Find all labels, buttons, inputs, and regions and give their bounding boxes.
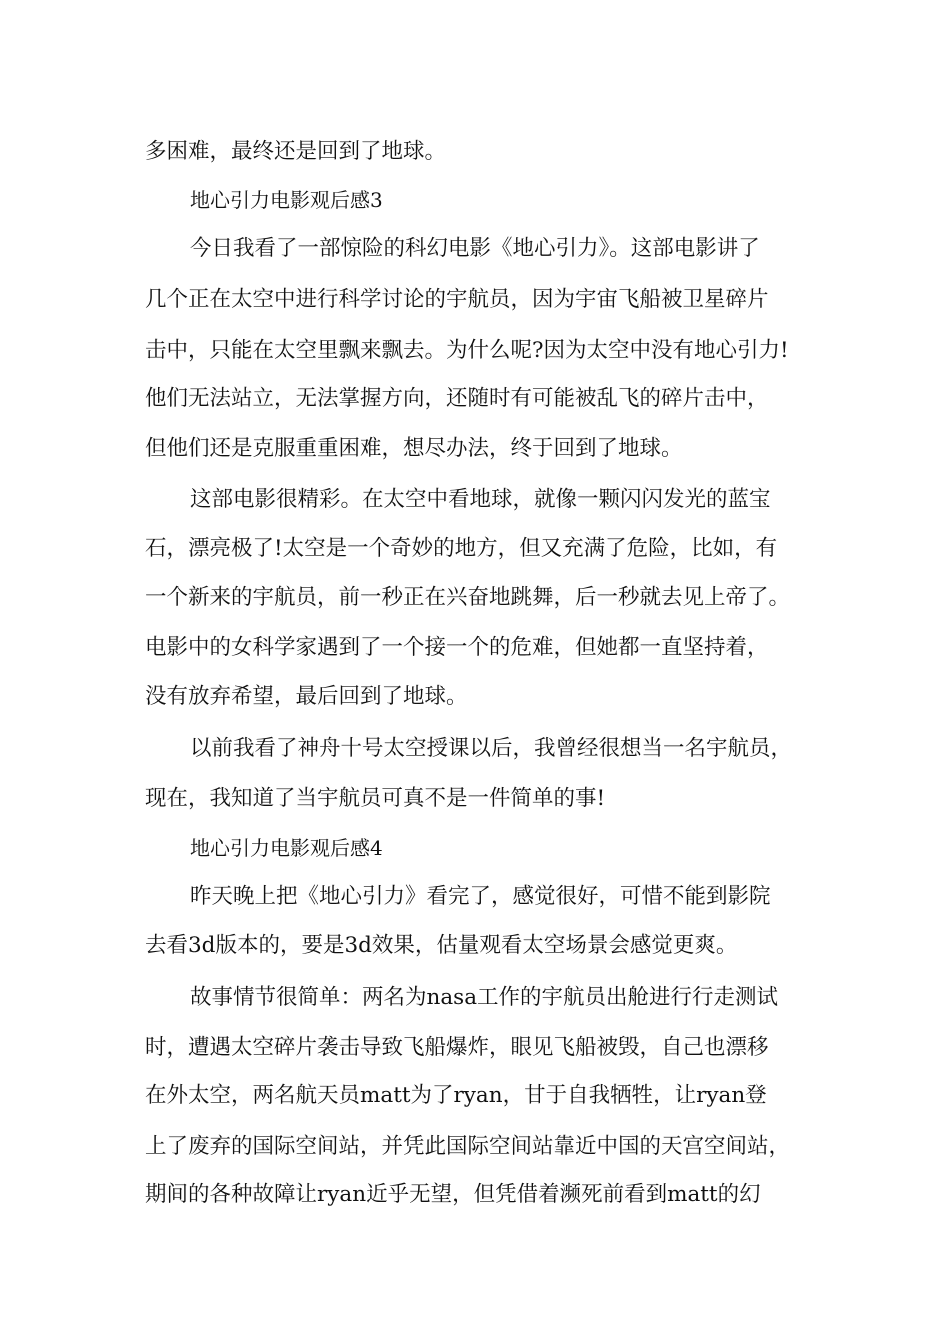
text-line-19: 时，遭遇太空碎片袭击导致飞船爆炸，眼见飞船被毁，自己也漂移 bbox=[145, 1035, 769, 1060]
text-line-21: 上了废弃的国际空间站，并凭此国际空间站靠近中国的天宫空间站， bbox=[145, 1134, 791, 1159]
text-line-14: 现在，我知道了当宇航员可真不是一件简单的事! bbox=[145, 786, 606, 811]
text-line-20: 在外太空，两名航天员matt为了ryan，甘于自我牺牲，让ryan登 bbox=[145, 1083, 767, 1108]
text-line-11: 电影中的女科学家遇到了一个接一个的危难，但她都一直坚持着， bbox=[145, 635, 769, 660]
text-line-18: 故事情节很简单：两名为nasa工作的宇航员出舱进行行走测试 bbox=[190, 985, 779, 1010]
text-line-13: 以前我看了神舟十号太空授课以后，我曾经很想当一名宇航员， bbox=[190, 736, 793, 761]
text-line-22: 期间的各种故障让ryan近乎无望，但凭借着濒死前看到matt的幻 bbox=[145, 1182, 761, 1207]
text-line-8: 这部电影很精彩。在太空中看地球，就像一颗闪闪发光的蓝宝 bbox=[190, 487, 771, 512]
text-line-10: 一个新来的宇航员，前一秒正在兴奋地跳舞，后一秒就去见上帝了。 bbox=[145, 585, 791, 610]
text-line-7: 但他们还是克服重重困难，想尽办法，终于回到了地球。 bbox=[145, 436, 683, 461]
text-line-5: 击中，只能在太空里飘来飘去。为什么呢?因为太空中没有地心引力! bbox=[145, 338, 789, 363]
text-line-16: 昨天晚上把《地心引力》看完了，感觉很好，可惜不能到影院 bbox=[190, 884, 771, 909]
text-line-17: 去看3d版本的，要是3d效果，估量观看太空场景会感觉更爽。 bbox=[145, 933, 738, 958]
text-line-12: 没有放弃希望，最后回到了地球。 bbox=[145, 684, 468, 709]
text-line-1: 多困难，最终还是回到了地球。 bbox=[145, 139, 447, 164]
text-line-3: 今日我看了一部惊险的科幻电影《地心引力》。这部电影讲了 bbox=[190, 236, 760, 261]
section-heading-3: 地心引力电影观后感3 bbox=[190, 188, 383, 212]
text-line-6: 他们无法站立，无法掌握方向，还随时有可能被乱飞的碎片击中， bbox=[145, 386, 769, 411]
text-line-9: 石，漂亮极了!太空是一个奇妙的地方，但又充满了危险，比如，有 bbox=[145, 536, 778, 561]
section-heading-4: 地心引力电影观后感4 bbox=[190, 836, 383, 860]
text-line-4: 几个正在太空中进行科学讨论的宇航员，因为宇宙飞船被卫星碎片 bbox=[145, 287, 769, 312]
